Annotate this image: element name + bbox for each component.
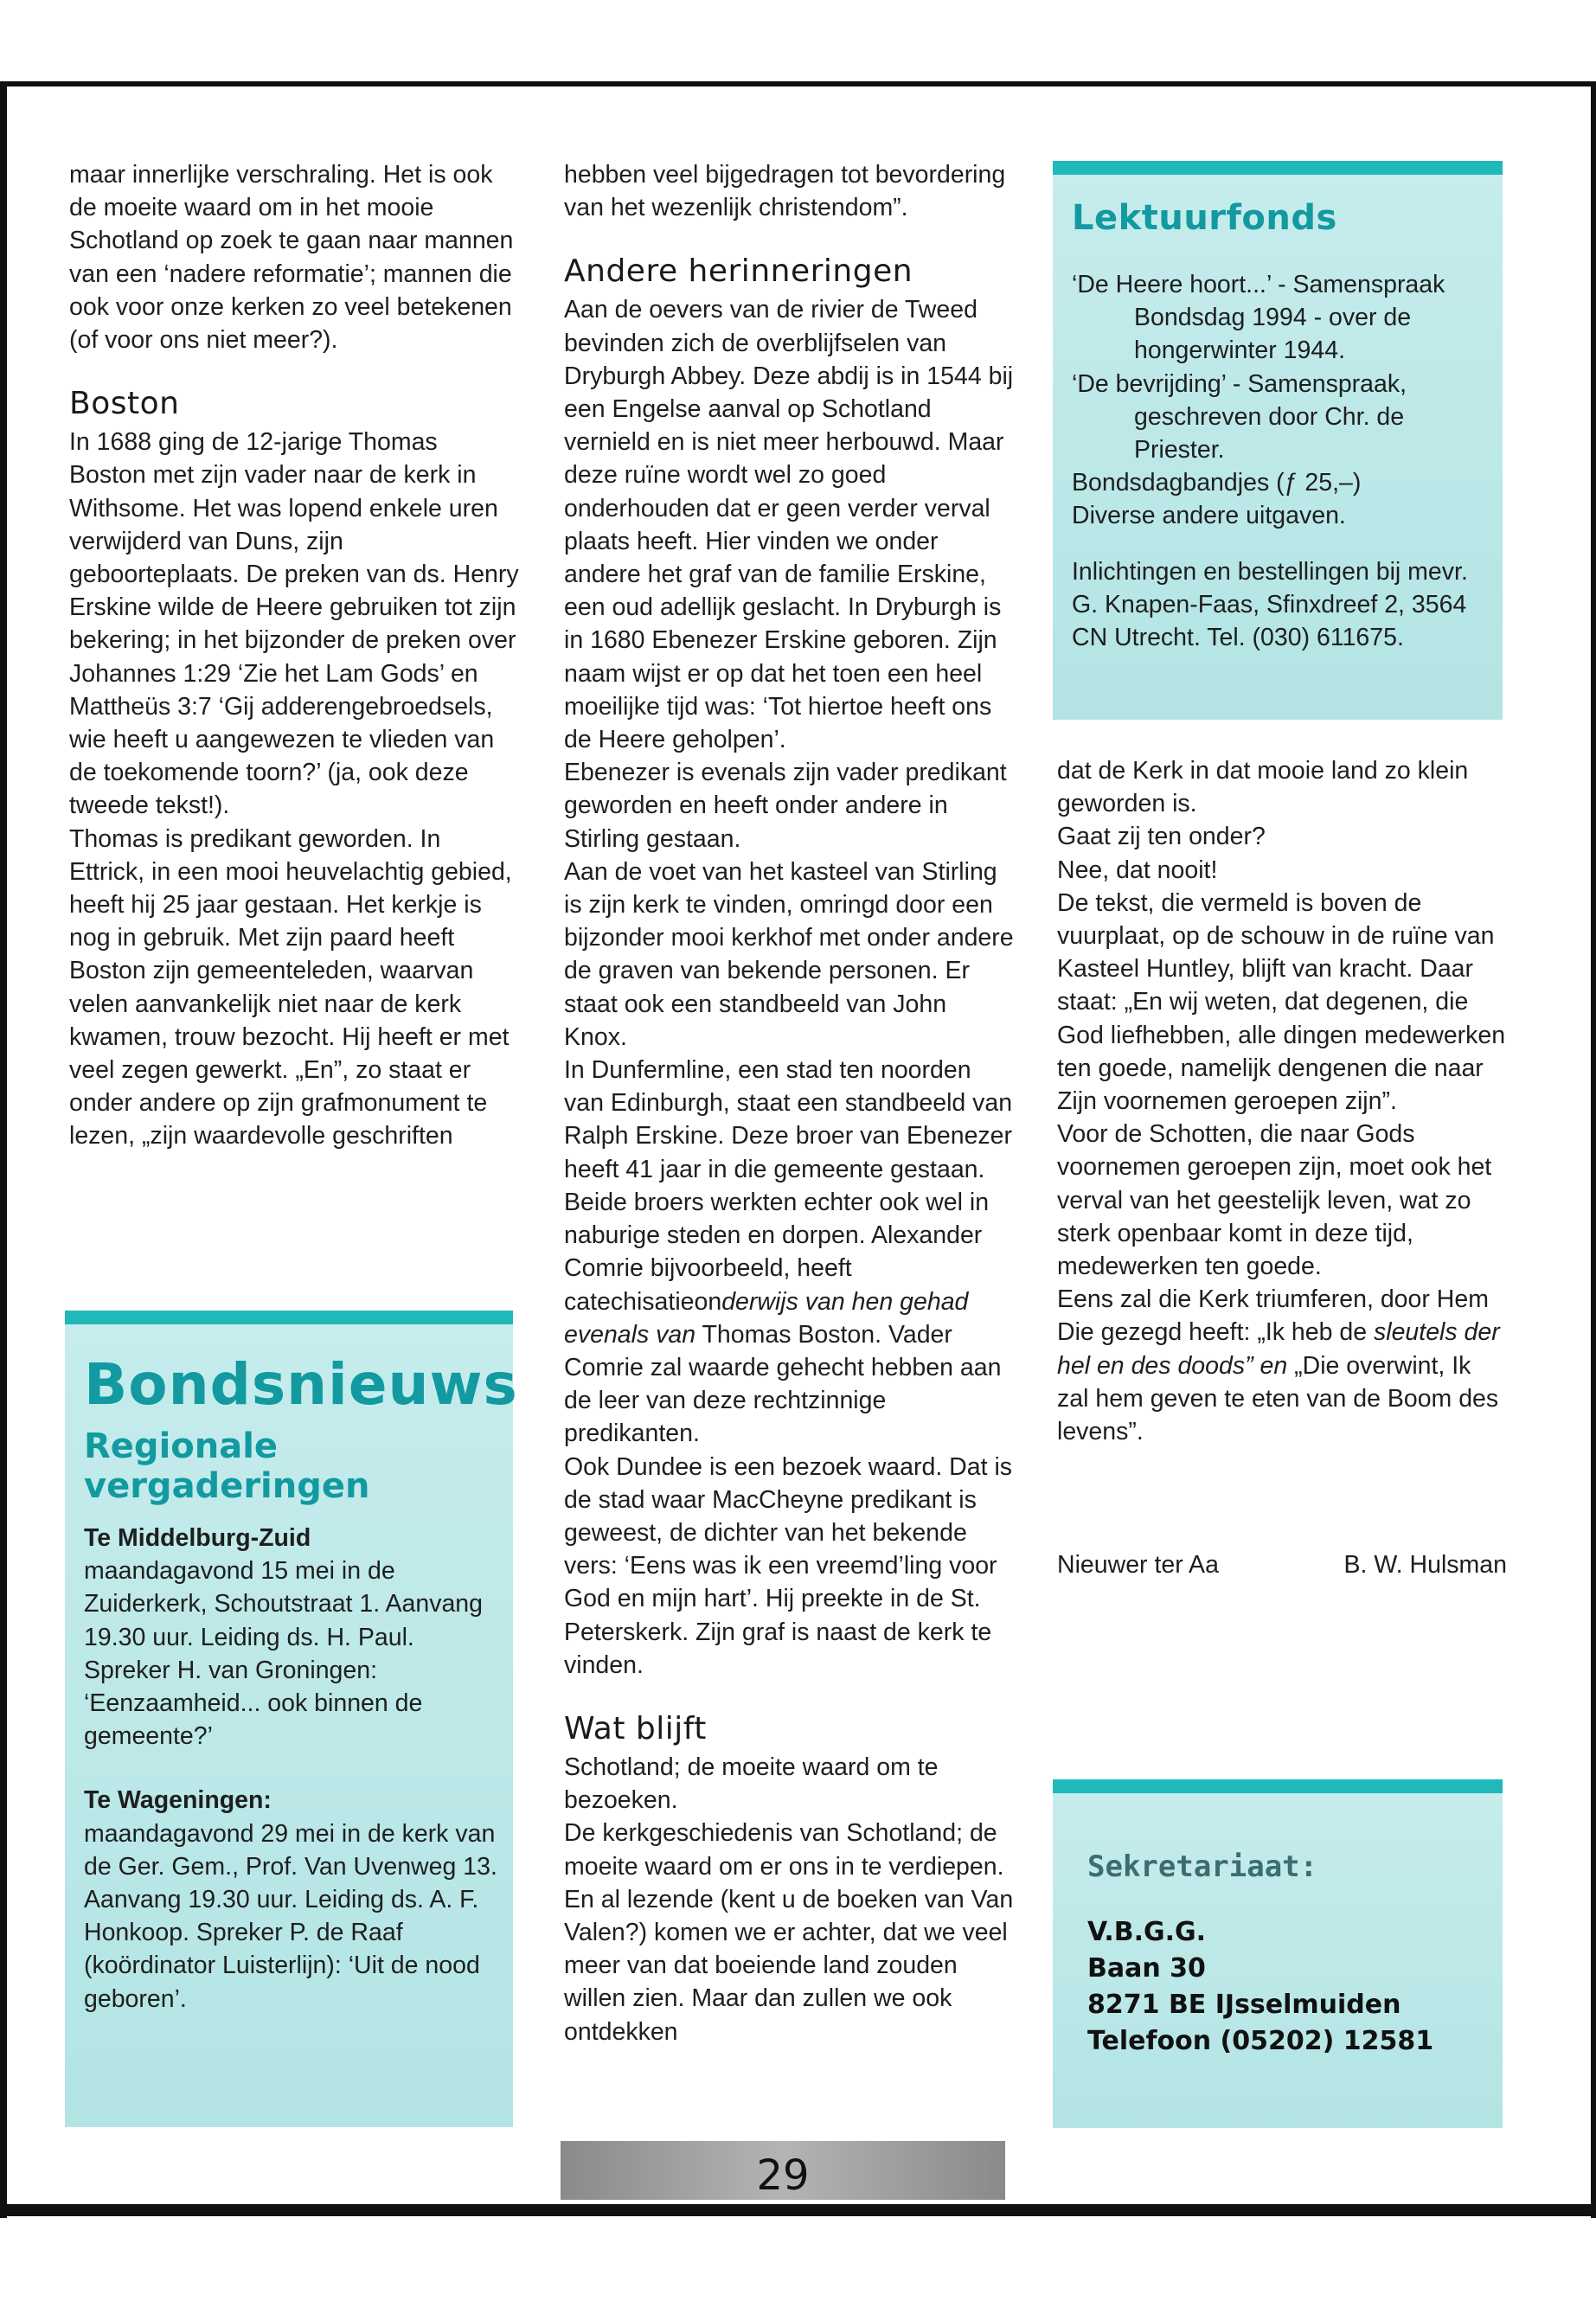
order-info: Inlichtingen en bestellingen bij mevr. G. Knapen-Faas, Sfinxdreef 2, 3564 CN Utrecht. Tel. (030) 611675. <box>1072 557 1468 652</box>
bondsnieuws-title: Bondsnieuws <box>84 1351 518 1418</box>
page-edge-right <box>1591 81 1596 2218</box>
meeting-details: maandagavond 15 mei in de Zuiderkerk, Schoutstraat 1. Aanvang 19.30 uur. Leiding ds. H. Paul. Spreker H. van Groningen: ‘Eenzaamheid... ook binnen de gemeente?’ <box>84 1557 484 1751</box>
address-line: Baan 30 <box>1087 1953 1206 1984</box>
paragraph: Nee, dat nooit! <box>1057 856 1218 884</box>
sekretariaat-box <box>1053 1779 1503 2128</box>
paragraph: maar innerlijke verschraling. Het is ook de moeite waard om in het mooie Schotland op zoek te gaan naar mannen van een ‘nadere reformatie’; mannen die ook voor onze kerken zo veel betekenen (of voor ons niet meer?). <box>69 161 514 355</box>
meeting-details: maandagavond 29 mei in de kerk van de Ger. Gem., Prof. Van Uvenweg 13. Aanvang 19.30 uur. Leiding ds. A. F. Honkoop. Spreker P. de Raaf (koördinator Luisterlijn): ‘Uit de nood geboren’. <box>84 1819 497 2013</box>
list-item: ‘De bevrijding’ - Samenspraak, <box>1072 369 1407 398</box>
section-heading-boston: Boston <box>69 386 180 422</box>
sekretariaat-address <box>1087 1914 1485 2060</box>
section-heading-wat-blijft: Wat blijft <box>564 1710 707 1747</box>
text-run: Eens zal die Kerk triumferen, door Hem Die gezegd heeft: „Ik heb de <box>1057 1285 1489 1347</box>
paragraph: De kerkgeschiedenis van Schotland; de moeite waard om er ons in te verdiepen. En al lezende (kent u de boeken van Van Valen?) komen we er achter, dat we veel meer van dat boeiende land zouden willen zien. Maar dan zullen we ook ontdekken <box>564 1819 1014 2046</box>
paragraph <box>1057 1283 1507 1448</box>
paragraph: Voor de Schotten, die naar Gods voornemen geroepen zijn, moet ook het verval van het geestelijk leven, wat zo sterk openbaar komt in deze tijd, medewerken ten goede. <box>1057 1120 1492 1281</box>
address-line: 8271 BE IJsselmuiden <box>1087 1990 1401 2020</box>
address-line: V.B.G.G. <box>1087 1917 1207 1947</box>
italic-run: sleutels der hel en des doods” en <box>1057 1318 1500 1380</box>
column-right <box>1057 754 1507 1448</box>
paragraph: Thomas is predikant geworden. In Ettrick, in een mooi heuvelachtig gebied, heeft hij 25 jaar gestaan. Het kerkje is nog in gebruik. Met zijn paard heeft Boston zijn gemeenteleden, waarvan velen aanvankelijk niet naar de kerk kwamen, trouw bezocht. Hij heeft er met veel zegen gewerkt. „En”, zo staat er onder andere op zijn grafmonument te lezen, „zijn waardevolle geschriften <box>69 824 512 1150</box>
lektuurfonds-list <box>1072 268 1487 654</box>
column-middle <box>564 158 1014 2048</box>
paragraph: Aan de oevers van de rivier de Tweed bevinden zich de overblijfselen van Dryburgh Abbey. Deze abdij is in 1544 bij een Engelse aanval op Schotland vernield en is niet meer herbouwd. Maar deze ruïne wordt wel zo goed onderhouden dat er geen verder verval plaats heeft. Hier vinden we onder andere het graf van de familie Erskine, een oud adellijk geslacht. In Dryburgh is in 1680 Ebenezer Erskine geboren. Zijn naam wijst er op dat het toen een heel moeilijke tijd was: ‘Tot hiertoe heeft ons de Heere geholpen’. <box>564 296 1014 754</box>
list-item-detail: Bondsdag 1994 - over de hongerwinter 1944. <box>1134 304 1412 365</box>
paragraph: hebben veel bijgedragen tot bevordering van het wezenlijk christendom”. <box>564 161 1006 222</box>
page-number: 29 <box>756 2151 810 2200</box>
list-item: ‘De Heere hoort...’ - Samenspraak <box>1072 271 1445 298</box>
signature-place: Nieuwer ter Aa <box>1057 1551 1219 1579</box>
paragraph: Schotland; de moeite waard om te bezoeken. <box>564 1753 939 1815</box>
paragraph: Ebenezer is evenals zijn vader predikant geworden en heeft onder andere in Stirling gestaan. <box>564 759 1007 853</box>
bondsnieuws-body <box>84 1522 499 2016</box>
bondsnieuws-box <box>65 1311 518 2127</box>
paragraph: De tekst, die vermeld is boven de vuurplaat, op de schouw in de ruïne van Kasteel Huntley, blijft van kracht. Daar staat: „En wij weten, dat degenen, die God liefhebben, alle dingen medewerken ten goede, namelijk dengenen die naar Zijn voornemen geroepen zijn”. <box>1057 888 1506 1116</box>
lektuurfonds-box <box>1053 161 1503 720</box>
column-left <box>69 158 519 1153</box>
page-edge-left <box>0 81 7 2218</box>
lektuurfonds-title: Lektuurfonds <box>1072 198 1337 238</box>
page-edge-bottom <box>0 2204 1596 2216</box>
text-run: „Die overwint, Ik zal hem geven te eten van de Boom des levens”. <box>1057 1351 1499 1446</box>
italic-run: derwijs van hen gehad evenals van <box>564 1287 969 1349</box>
paragraph: Gaat zij ten onder? <box>1057 823 1266 851</box>
paragraph: Ook Dundee is een bezoek waard. Dat is de stad waar MacCheyne predikant is geweest, de dichter van het bekende vers: ‘Eens was ik een vreemd’ling voor God en mijn hart’. Hij preekte in de St. Peterskerk. Zijn graf is naast de kerk te vinden. <box>564 1452 1013 1679</box>
text-run: In Dunfermline, een stad ten noorden van Edinburgh, staat een standbeeld van Ralph Erskine. Deze broer van Ebenezer heeft 41 jaar in die gemeente gestaan. Beide broers werkten echter ook wel in naburige steden en dorpen. Alexander Comrie bijvoorbeeld, heeft catechisatieon <box>564 1056 1013 1316</box>
paragraph: Aan de voet van het kasteel van Stirling is zijn kerk te vinden, omringd door een bijzonder mooi kerkhof met onder andere de graven van bekende personen. Er staat ook een standbeeld van John Knox. <box>564 857 1014 1051</box>
sekretariaat-title: Sekretariaat: <box>1087 1849 1318 1884</box>
paragraph <box>564 1054 1014 1450</box>
text-run: Thomas Boston. Vader Comrie zal waarde gehecht hebben aan de leer van deze rechtzinnige predikanten. <box>564 1320 1002 1448</box>
bondsnieuws-subtitle: Regionale vergaderingen <box>84 1426 370 1506</box>
list-item: Diverse andere uitgaven. <box>1072 502 1346 530</box>
signature-author: B. W. Hulsman <box>1343 1551 1507 1579</box>
address-line: Telefoon (05202) 12581 <box>1087 2026 1434 2056</box>
list-item: Bondsdagbandjes (ƒ 25,–) <box>1072 469 1362 497</box>
page-edge-top <box>0 81 1596 87</box>
page-number-bar <box>561 2141 1005 2200</box>
section-heading-andere-herinneringen: Andere herinneringen <box>564 253 913 290</box>
paragraph: dat de Kerk in dat mooie land zo klein geworden is. <box>1057 757 1469 818</box>
paragraph: In 1688 ging de 12-jarige Thomas Boston met zijn vader naar de kerk in Withsome. Het was lopend enkele uren verwijderd van Duns, zijn geboorteplaats. De preken van ds. Henry Erskine wilde de Heere gebruiken tot zijn bekering; in het bijzonder de preken over Johannes 1:29 ‘Zie het Lam Gods’ en Mattheüs 3:7 ‘Gij adderengebroedsels, wie heeft u aangewezen te vlieden van de toekomende toorn?’ (ja, ook deze tweede tekst!). <box>69 428 519 820</box>
meeting-title: Te Middelburg-Zuid <box>84 1524 311 1552</box>
meeting-title: Te Wageningen: <box>84 1786 272 1815</box>
list-item-detail: geschreven door Chr. de Priester. <box>1134 402 1405 465</box>
